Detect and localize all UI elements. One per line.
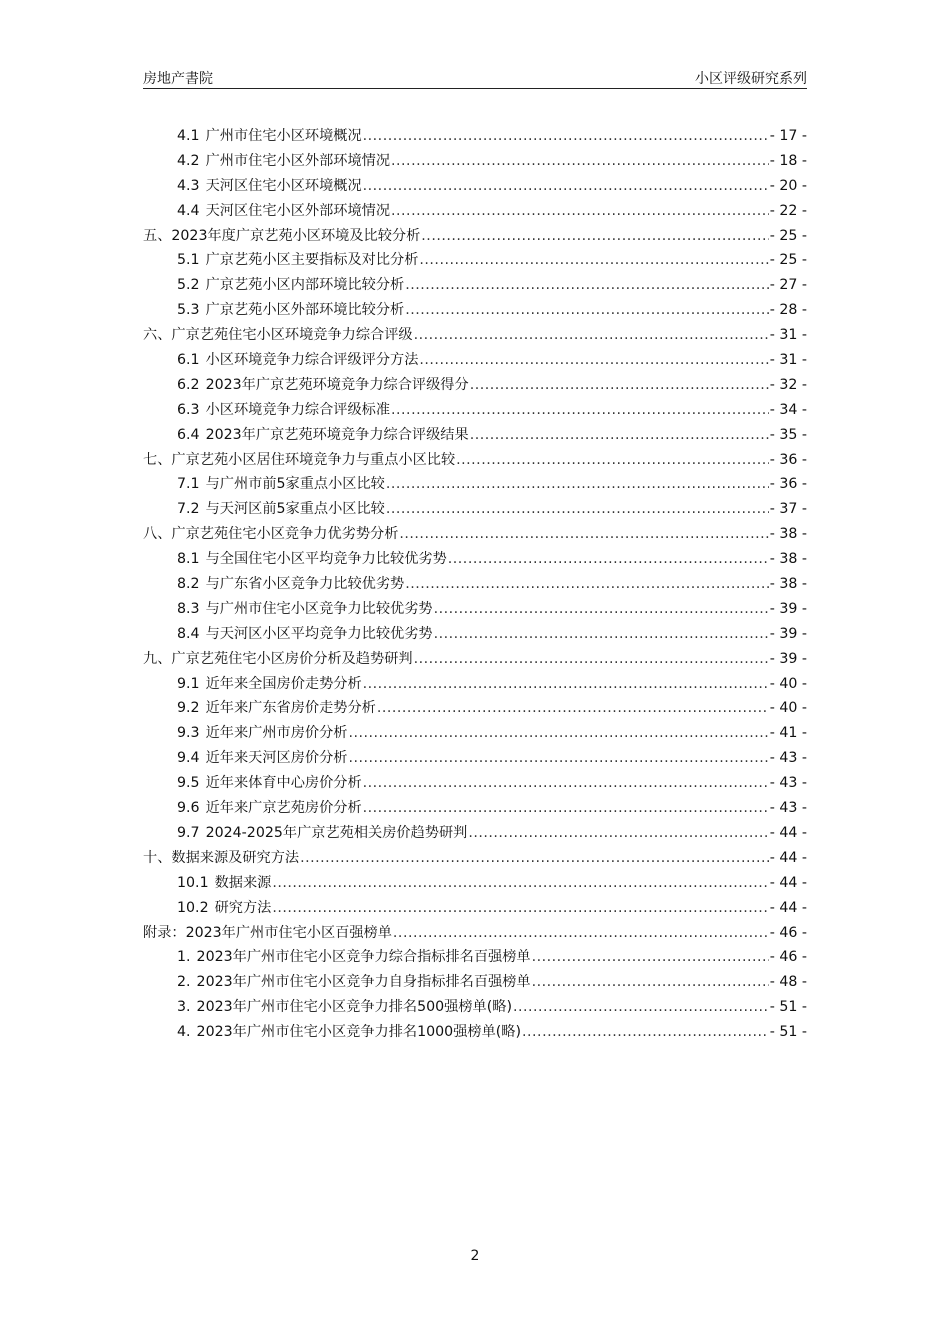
toc-entry-page: - 31 - (769, 327, 807, 344)
toc-dot-leader (468, 821, 768, 846)
toc-entry-number: 9.1 (177, 675, 200, 692)
toc-entry-number: 6.1 (177, 352, 200, 369)
toc-entry[interactable] (143, 398, 807, 423)
toc-entry-title: 七、广京艺苑小区居住环境竞争力与重点小区比较 (143, 451, 456, 468)
toc-entry-title: 九、广京艺苑住宅小区房价分析及趋势研判 (143, 650, 413, 667)
toc-entry-title: 2023年广州市住宅小区竞争力排名500强榜单(略) (196, 999, 512, 1016)
toc-entry[interactable] (143, 672, 807, 697)
toc-entry-number: 9.4 (177, 750, 200, 767)
toc-entry-number: 1. (177, 949, 191, 966)
toc-dot-leader (414, 323, 769, 348)
toc-dot-leader (363, 796, 769, 821)
toc-entry-page: - 17 - (769, 128, 807, 144)
toc-entry-number: 4.4 (177, 202, 200, 219)
toc-entry[interactable] (143, 273, 807, 298)
toc-entry[interactable] (143, 472, 807, 497)
toc-entry-title: 近年来天河区房价分析 (205, 750, 348, 767)
toc-entry-number: 10.2 (177, 899, 209, 916)
toc-entry-page: - 18 - (769, 152, 807, 169)
toc-entry-title: 天河区住宅小区环境概况 (205, 177, 362, 194)
toc-dot-leader (399, 522, 768, 547)
toc-entry-title: 广州市住宅小区外部环境情况 (205, 152, 391, 169)
toc-dot-leader (363, 672, 769, 697)
toc-entry[interactable] (143, 746, 807, 771)
toc-entry-page: - 39 - (769, 650, 807, 667)
toc-entry-page: - 38 - (769, 576, 807, 593)
toc-entry-title: 近年来广京艺苑房价分析 (205, 800, 362, 817)
toc-entry[interactable] (143, 199, 807, 224)
toc-entry-title: 广州市住宅小区环境概况 (205, 128, 362, 144)
toc-dot-leader (419, 248, 768, 273)
toc-entry[interactable] (143, 821, 807, 846)
toc-entry-title: 与天河区前5家重点小区比较 (205, 501, 385, 518)
toc-dot-leader (532, 945, 769, 970)
toc-dot-leader (419, 348, 768, 373)
toc-entry-page: - 44 - (769, 874, 807, 891)
toc-dot-leader (532, 970, 769, 995)
toc-entry-page: - 46 - (769, 924, 807, 941)
toc-entry-title: 小区环境竞争力综合评级标准 (205, 401, 391, 418)
toc-dot-leader (377, 696, 769, 721)
toc-dot-leader (513, 995, 769, 1020)
toc-dot-leader (300, 846, 769, 871)
toc-dot-leader (363, 124, 769, 149)
toc-entry-page: - 36 - (769, 451, 807, 468)
toc-entry[interactable] (143, 522, 807, 547)
toc-entry[interactable] (143, 921, 807, 946)
toc-entry-page: - 46 - (769, 949, 807, 966)
toc-entry-number: 8.4 (177, 625, 200, 642)
toc-dot-leader (470, 423, 769, 448)
toc-entry-page: - 51 - (769, 999, 807, 1016)
toc-entry[interactable] (143, 174, 807, 199)
toc-entry-page: - 20 - (769, 177, 807, 194)
toc-entry-title: 数据来源 (214, 874, 272, 891)
toc-entry-number: 7.1 (177, 476, 200, 493)
toc-entry[interactable] (143, 896, 807, 921)
toc-entry-title: 天河区住宅小区外部环境情况 (205, 202, 391, 219)
toc-entry-title: 六、广京艺苑住宅小区环境竞争力综合评级 (143, 327, 413, 344)
toc-entry-number: 8.2 (177, 576, 200, 593)
toc-entry-number: 4.3 (177, 177, 200, 194)
toc-entry-page: - 34 - (769, 401, 807, 418)
toc-entry[interactable] (143, 547, 807, 572)
toc-dot-leader (348, 721, 768, 746)
toc-entry-title: 2024-2025年广京艺苑相关房价趋势研判 (205, 824, 468, 841)
toc-entry-page: - 51 - (769, 1024, 807, 1041)
page-header (143, 66, 807, 89)
toc-entry-number: 4. (177, 1024, 191, 1041)
toc-entry[interactable] (143, 696, 807, 721)
page-number: 2 (470, 1248, 480, 1264)
toc-entry-title: 2023年广州市住宅小区竞争力自身指标排名百强榜单 (196, 974, 531, 991)
toc-entry-page: - 48 - (769, 974, 807, 991)
toc-entry-title: 广京艺苑小区外部环境比较分析 (205, 302, 405, 319)
toc-dot-leader (522, 1020, 769, 1045)
toc-entry-number: 9.6 (177, 800, 200, 817)
toc-entry[interactable] (143, 124, 807, 149)
toc-dot-leader (363, 771, 769, 796)
toc-entry[interactable] (143, 448, 807, 473)
toc-entry-page: - 39 - (769, 600, 807, 617)
toc-entry[interactable] (143, 373, 807, 398)
toc-entry-number: 6.4 (177, 426, 200, 443)
toc-entry-title: 近年来全国房价走势分析 (205, 675, 362, 692)
toc-entry[interactable] (143, 647, 807, 672)
toc-entry-page: - 39 - (769, 625, 807, 642)
toc-entry-title: 近年来广州市房价分析 (205, 725, 348, 742)
toc-entry-page: - 38 - (769, 526, 807, 543)
toc-dot-leader (421, 224, 768, 249)
toc-entry-title: 与广东省小区竞争力比较优劣势 (205, 576, 405, 593)
toc-entry-page: - 44 - (769, 849, 807, 866)
toc-entry-page: - 27 - (769, 277, 807, 294)
toc-dot-leader (391, 199, 769, 224)
toc-entry-title: 五、2023年度广京艺苑小区环境及比较分析 (143, 227, 421, 244)
toc-dot-leader (448, 547, 769, 572)
toc-entry[interactable] (143, 298, 807, 323)
toc-dot-leader (386, 472, 769, 497)
toc-entry[interactable] (143, 323, 807, 348)
header-series: 小区评级研究系列 (695, 71, 807, 87)
toc-entry-title: 近年来广东省房价走势分析 (205, 700, 376, 717)
header-publisher: 房地产書院 (143, 71, 213, 87)
toc-dot-leader (393, 921, 769, 946)
toc-entry-number: 8.1 (177, 551, 200, 568)
toc-entry-title: 与天河区小区平均竞争力比较优劣势 (205, 625, 433, 642)
toc-entry-page: - 38 - (769, 551, 807, 568)
toc-entry[interactable] (143, 796, 807, 821)
toc-entry[interactable] (143, 572, 807, 597)
toc-entry[interactable] (143, 871, 807, 896)
toc-entry-number: 10.1 (177, 874, 209, 891)
toc-entry-title: 与全国住宅小区平均竞争力比较优劣势 (205, 551, 447, 568)
toc-entry[interactable] (143, 771, 807, 796)
toc-entry-page: - 25 - (769, 227, 807, 244)
toc-entry-page: - 43 - (769, 800, 807, 817)
toc-entry-title: 与广州市前5家重点小区比较 (205, 476, 385, 493)
toc-dot-leader (434, 597, 769, 622)
toc-entry-title: 2023年广州市住宅小区竞争力排名1000强榜单(略) (196, 1024, 522, 1041)
toc-entry-page: - 41 - (769, 725, 807, 742)
toc-entry[interactable] (143, 945, 807, 970)
toc-entry-page: - 32 - (769, 376, 807, 393)
toc-entry[interactable] (143, 995, 807, 1020)
toc-entry-page: - 43 - (769, 750, 807, 767)
toc-entry-title: 十、数据来源及研究方法 (143, 849, 300, 866)
toc-entry-title: 2023年广州市住宅小区竞争力综合指标排名百强榜单 (196, 949, 531, 966)
toc-entry-number: 9.2 (177, 700, 200, 717)
toc-dot-leader (405, 273, 768, 298)
toc-dot-leader (391, 149, 769, 174)
toc-entry[interactable] (143, 846, 807, 871)
table-of-contents (143, 124, 807, 1045)
toc-entry-number: 9.3 (177, 725, 200, 742)
toc-entry-number: 2. (177, 974, 191, 991)
toc-dot-leader (348, 746, 768, 771)
toc-entry[interactable] (143, 248, 807, 273)
toc-entry-title: 研究方法 (214, 899, 272, 916)
toc-entry-title: 2023年广京艺苑环境竞争力综合评级结果 (205, 426, 469, 443)
toc-entry-title: 广京艺苑小区内部环境比较分析 (205, 277, 405, 294)
toc-entry-page: - 40 - (769, 700, 807, 717)
toc-entry-page: - 36 - (769, 476, 807, 493)
toc-entry-number: 7.2 (177, 501, 200, 518)
toc-entry[interactable] (143, 497, 807, 522)
toc-entry-number: 3. (177, 999, 191, 1016)
toc-entry[interactable] (143, 622, 807, 647)
toc-entry-page: - 35 - (769, 426, 807, 443)
toc-entry-page: - 28 - (769, 302, 807, 319)
toc-entry[interactable] (143, 423, 807, 448)
toc-entry-page: - 31 - (769, 352, 807, 369)
toc-entry-page: - 40 - (769, 675, 807, 692)
toc-entry-number: 5.3 (177, 302, 200, 319)
toc-entry-page: - 37 - (769, 501, 807, 518)
toc-entry-number: 6.2 (177, 376, 200, 393)
toc-entry-number: 4.2 (177, 152, 200, 169)
toc-entry-number: 9.5 (177, 775, 200, 792)
toc-dot-leader (272, 896, 768, 921)
toc-entry-page: - 44 - (769, 899, 807, 916)
toc-entry[interactable] (143, 348, 807, 373)
toc-entry-number: 8.3 (177, 600, 200, 617)
toc-entry-page: - 43 - (769, 775, 807, 792)
toc-entry[interactable] (143, 149, 807, 174)
toc-entry-number: 5.2 (177, 277, 200, 294)
toc-entry-title: 与广州市住宅小区竞争力比较优劣势 (205, 600, 433, 617)
toc-entry[interactable] (143, 970, 807, 995)
toc-dot-leader (414, 647, 769, 672)
toc-entry-title: 广京艺苑小区主要指标及对比分析 (205, 252, 419, 269)
toc-entry-title: 2023年广京艺苑环境竞争力综合评级得分 (205, 376, 469, 393)
toc-entry-title: 附录：2023年广州市住宅小区百强榜单 (143, 924, 392, 941)
toc-entry-number: 5.1 (177, 252, 200, 269)
toc-dot-leader (272, 871, 768, 896)
toc-entry-number: 4.1 (177, 128, 200, 144)
toc-entry[interactable] (143, 1020, 807, 1045)
toc-dot-leader (405, 572, 768, 597)
toc-dot-leader (391, 398, 769, 423)
toc-dot-leader (470, 373, 769, 398)
toc-entry-number: 6.3 (177, 401, 200, 418)
toc-entry-title: 小区环境竞争力综合评级评分方法 (205, 352, 419, 369)
toc-entry[interactable] (143, 224, 807, 249)
toc-dot-leader (434, 622, 769, 647)
toc-entry-page: - 44 - (769, 824, 807, 841)
toc-dot-leader (363, 174, 769, 199)
toc-dot-leader (456, 448, 769, 473)
toc-entry-page: - 22 - (769, 202, 807, 219)
toc-dot-leader (405, 298, 768, 323)
toc-dot-leader (386, 497, 769, 522)
toc-entry-title: 八、广京艺苑住宅小区竞争力优劣势分析 (143, 526, 399, 543)
toc-entry-page: - 25 - (769, 252, 807, 269)
toc-entry-title: 近年来体育中心房价分析 (205, 775, 362, 792)
toc-entry[interactable] (143, 721, 807, 746)
toc-entry[interactable] (143, 597, 807, 622)
toc-entry-number: 9.7 (177, 824, 200, 841)
